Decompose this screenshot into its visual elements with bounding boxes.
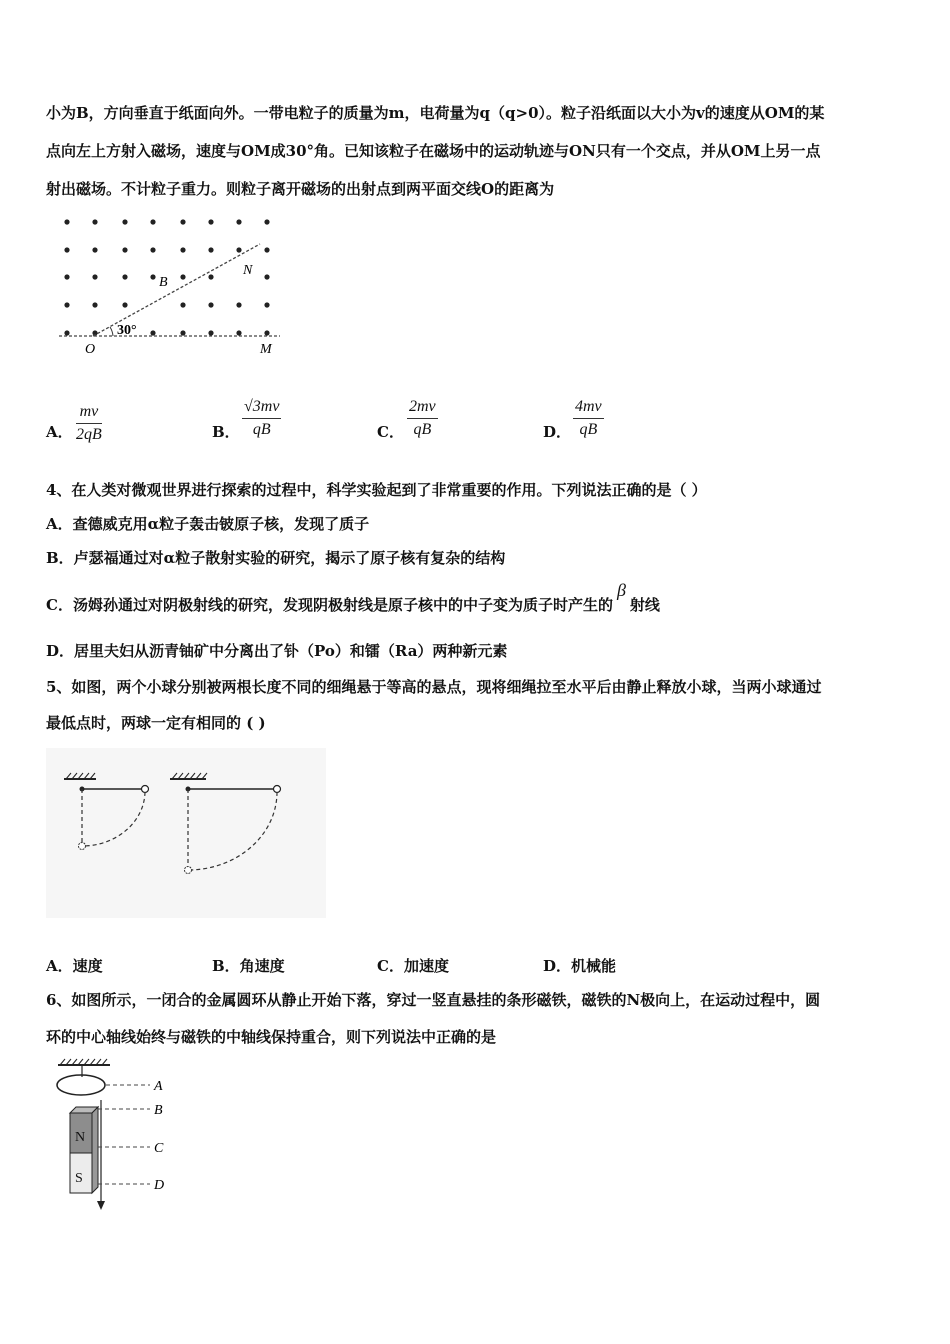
q3-line-2: 点向左上方射入磁场，速度与OM成30°角。已知该粒子在磁场中的运动轨迹与ON只有一个交点，并从OM上另一点	[46, 142, 821, 160]
position-d-label: D	[154, 1178, 165, 1193]
beta-symbol: β	[616, 580, 626, 600]
q3-magnetic-field-figure	[55, 210, 295, 360]
label-o: O	[85, 342, 96, 357]
q4-option-c	[46, 580, 660, 615]
q3-option-d-letter: D．	[543, 423, 572, 441]
q3-option-c-fraction	[407, 398, 438, 439]
n-label: N	[75, 1130, 86, 1145]
q3-option-a-letter: A．	[46, 423, 73, 441]
q3-option-b-fraction	[242, 398, 281, 439]
q3-option-c-den: qB	[413, 421, 432, 438]
q3-option-d-den: qB	[579, 421, 598, 438]
q3-option-b-letter: B．	[212, 423, 240, 441]
q3-option-a-fraction	[76, 403, 102, 444]
q3-option-a-num: mv	[76, 403, 102, 424]
angle-label: 30°	[117, 323, 137, 338]
q4-stem: 4、在人类对微观世界进行探索的过程中，科学实验起到了非常重要的作用。下列说法正确的是（ ）	[46, 481, 707, 499]
q5-pendulum-figure	[46, 748, 326, 918]
position-b-label: B	[154, 1103, 163, 1118]
q3-line-1: 小为B，方向垂直于纸面向外。一带电粒子的质量为m，电荷量为q（q>0）。粒子沿纸面以大小为v的速度从OM的某	[46, 104, 825, 122]
q5-line-1: 5、如图，两个小球分别被两根长度不同的细绳悬于等高的悬点，现将细绳拉至水平后由静止释放小球，当两小球通过	[46, 678, 822, 696]
q4-option-d: D．居里夫妇从沥青铀矿中分离出了钋（Po）和镭（Ra）两种新元素	[46, 642, 508, 660]
q5-line-2: 最低点时，两球一定有相同的 ( )	[46, 714, 266, 732]
q3-line-3: 射出磁场。不计粒子重力。则粒子离开磁场的出射点到两平面交线O的距离为	[46, 180, 555, 198]
label-m: M	[260, 342, 272, 357]
q5-option-b: B．角速度	[212, 957, 285, 975]
q5-option-a: A．速度	[46, 957, 103, 975]
angle-arc	[110, 327, 113, 336]
label-n: N	[243, 263, 253, 278]
q5-option-d: D．机械能	[543, 957, 617, 975]
q4-option-c-suffix: 射线	[629, 596, 660, 614]
q6-line-1: 6、如图所示，一闭合的金属圆环从静止开始下落，穿过一竖直悬挂的条形磁铁，磁铁的N极向上，在运动过程中，圆	[46, 991, 821, 1009]
q3-option-d-num: 4mv	[573, 398, 604, 419]
q4-option-c-text: C．汤姆孙通过对阴极射线的研究，发现阴极射线是原子核中的中子变为质子时产生的	[46, 596, 613, 614]
q3-option-c-num: 2mv	[407, 398, 438, 419]
s-label: S	[75, 1171, 83, 1186]
q5-option-c: C．加速度	[377, 957, 449, 975]
q3-option-a-den: 2qB	[76, 426, 102, 443]
q3-option-c-letter: C．	[377, 423, 404, 441]
q3-option-b-num: √3mv	[242, 398, 281, 419]
label-b: B	[159, 275, 168, 290]
q4-option-a: A．查德威克用α粒子轰击铍原子核，发现了质子	[46, 515, 370, 533]
position-a-label: A	[154, 1079, 163, 1094]
q3-option-b-den: qB	[252, 421, 271, 438]
q6-magnet-figure	[50, 1055, 190, 1215]
position-c-label: C	[154, 1141, 164, 1156]
q6-line-2: 环的中心轴线始终与磁铁的中轴线保持重合，则下列说法中正确的是	[46, 1028, 497, 1046]
q4-option-b: B．卢瑟福通过对α粒子散射实验的研究，揭示了原子核有复杂的结构	[46, 549, 506, 567]
q3-option-d-fraction	[573, 398, 604, 439]
metal-ring	[57, 1075, 105, 1095]
